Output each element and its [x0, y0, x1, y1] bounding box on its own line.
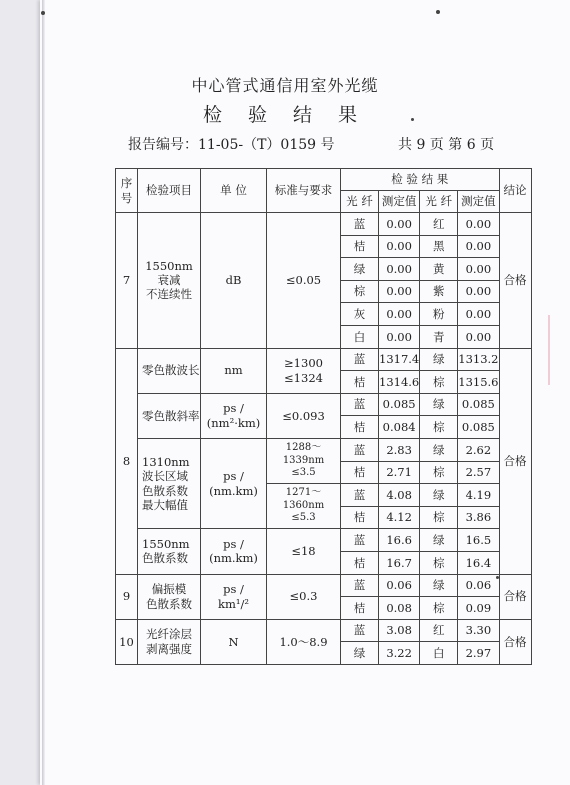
table-row: [116, 438, 532, 461]
measured-value-2: 1315.6: [458, 371, 499, 394]
unit: ps / (nm.km): [201, 438, 267, 528]
measured-value-1: 16.6: [379, 529, 420, 552]
measured-value-1: 0.00: [379, 325, 420, 348]
test-item: 零色散波长: [138, 348, 201, 393]
unit: ps / (nm²·km): [201, 393, 267, 438]
fiber-color-1: 蓝: [341, 484, 379, 507]
header-fiber-2: 光 纤: [420, 191, 458, 213]
standard: ≤0.05: [267, 213, 341, 349]
measured-value-1: 3.08: [379, 619, 420, 642]
unit: nm: [201, 348, 267, 393]
measured-value-1: 0.00: [379, 280, 420, 303]
unit: N: [201, 619, 267, 664]
conclusion: 合格: [499, 213, 531, 349]
fiber-color-2: 棕: [420, 597, 458, 620]
unit: ps / km¹/²: [201, 574, 267, 619]
report-number: 报告编号：11-05-（T）0159 号: [128, 137, 335, 153]
measured-value-2: 4.19: [458, 484, 499, 507]
results-table: [115, 168, 532, 665]
fiber-color-1: 蓝: [341, 438, 379, 461]
standard: 1271～1360nm ≤5.3: [267, 484, 341, 529]
measured-value-1: 1314.6: [379, 371, 420, 394]
fiber-color-2: 棕: [420, 416, 458, 439]
fiber-color-1: 蓝: [341, 213, 379, 236]
fiber-color-2: 紫: [420, 280, 458, 303]
fiber-color-1: 桔: [341, 235, 379, 258]
fiber-color-2: 黑: [420, 235, 458, 258]
fiber-color-2: 绿: [420, 529, 458, 552]
header-no: 序号: [116, 169, 138, 213]
fiber-color-2: 绿: [420, 393, 458, 416]
document-title: 中心管式通信用室外光缆: [191, 76, 379, 95]
measured-value-2: 0.085: [458, 393, 499, 416]
measured-value-1: 2.71: [379, 461, 420, 484]
fiber-color-2: 棕: [420, 461, 458, 484]
header-conclusion: 结论: [499, 169, 531, 213]
header-value-1: 测定值: [379, 191, 420, 213]
test-item: 偏振模 色散系数: [138, 574, 201, 619]
measured-value-2: 0.00: [458, 235, 499, 258]
measured-value-2: 16.5: [458, 529, 499, 552]
page-indicator: 共 9 页 第 6 页: [398, 137, 495, 153]
measured-value-1: 0.06: [379, 574, 420, 597]
measured-value-1: 0.085: [379, 393, 420, 416]
fiber-color-1: 蓝: [341, 574, 379, 597]
header-standard: 标准与要求: [267, 169, 341, 213]
test-item: 光纤涂层 剥离强度: [138, 619, 201, 664]
measured-value-1: 0.00: [379, 213, 420, 236]
measured-value-1: 4.08: [379, 484, 420, 507]
conclusion: 合格: [499, 574, 531, 619]
item-number: 10: [116, 619, 138, 664]
item-number: 7: [116, 213, 138, 349]
measured-value-2: 2.97: [458, 642, 499, 665]
measured-value-2: 3.30: [458, 619, 499, 642]
table-row: [116, 393, 532, 416]
fiber-color-2: 绿: [420, 348, 458, 371]
fiber-color-2: 黄: [420, 258, 458, 281]
measured-value-2: 0.00: [458, 303, 499, 326]
measured-value-1: 1317.4: [379, 348, 420, 371]
fiber-color-1: 白: [341, 325, 379, 348]
table-row: [116, 348, 532, 371]
conclusion: 合格: [499, 348, 531, 574]
table-row: [116, 213, 532, 236]
standard: 1.0～8.9: [267, 619, 341, 664]
fiber-color-2: 棕: [420, 371, 458, 394]
fiber-color-2: 绿: [420, 484, 458, 507]
measured-value-2: 0.085: [458, 416, 499, 439]
test-item: 1310nm 波长区域 色散系数 最大幅值: [138, 438, 201, 528]
fiber-color-1: 棕: [341, 280, 379, 303]
standard: ≤0.3: [267, 574, 341, 619]
document-subtitle: 检 验 结 果: [202, 104, 368, 126]
fiber-color-1: 桔: [341, 551, 379, 574]
measured-value-1: 16.7: [379, 551, 420, 574]
fiber-color-2: 绿: [420, 574, 458, 597]
fiber-color-2: 棕: [420, 551, 458, 574]
fiber-color-1: 蓝: [341, 348, 379, 371]
fiber-color-1: 绿: [341, 642, 379, 665]
measured-value-2: 0.06: [458, 574, 499, 597]
header-unit: 单 位: [201, 169, 267, 213]
fiber-color-2: 绿: [420, 438, 458, 461]
conclusion: 合格: [499, 619, 531, 664]
measured-value-1: 0.00: [379, 235, 420, 258]
fiber-color-1: 灰: [341, 303, 379, 326]
measured-value-1: 0.00: [379, 258, 420, 281]
measured-value-2: 0.00: [458, 213, 499, 236]
measured-value-1: 0.084: [379, 416, 420, 439]
fiber-color-2: 红: [420, 619, 458, 642]
fiber-color-1: 桔: [341, 461, 379, 484]
fiber-color-1: 桔: [341, 416, 379, 439]
fiber-color-1: 蓝: [341, 619, 379, 642]
measured-value-2: 0.00: [458, 325, 499, 348]
unit: ps / (nm.km): [201, 529, 267, 574]
punch-mark: [436, 10, 440, 14]
test-item: 1550nm 衰减 不连续性: [138, 213, 201, 349]
test-item: 1550nm 色散系数: [138, 529, 201, 574]
fiber-color-1: 桔: [341, 371, 379, 394]
fiber-color-2: 青: [420, 325, 458, 348]
standard: ≤18: [267, 529, 341, 574]
measured-value-1: 0.00: [379, 303, 420, 326]
measured-value-2: 0.00: [458, 258, 499, 281]
measured-value-2: 16.4: [458, 551, 499, 574]
table-row: [116, 529, 532, 552]
fiber-color-2: 红: [420, 213, 458, 236]
punch-mark: [41, 11, 45, 15]
measured-value-2: 2.57: [458, 461, 499, 484]
measured-value-1: 3.22: [379, 642, 420, 665]
standard: 1288～1339nm ≤3.5: [267, 438, 341, 483]
fiber-color-2: 粉: [420, 303, 458, 326]
fiber-color-1: 桔: [341, 597, 379, 620]
item-number: 9: [116, 574, 138, 619]
measured-value-1: 2.83: [379, 438, 420, 461]
measured-value-1: 4.12: [379, 506, 420, 529]
fiber-color-1: 绿: [341, 258, 379, 281]
header-item: 检验项目: [138, 169, 201, 213]
measured-value-2: 2.62: [458, 438, 499, 461]
table-row: [116, 574, 532, 597]
measured-value-1: 0.08: [379, 597, 420, 620]
standard: ≤0.093: [267, 393, 341, 438]
fiber-color-2: 棕: [420, 506, 458, 529]
fiber-color-1: 桔: [341, 506, 379, 529]
side-stamp-mark: [548, 315, 560, 385]
fiber-color-2: 白: [420, 642, 458, 665]
measured-value-2: 1313.2: [458, 348, 499, 371]
header-fiber-1: 光 纤: [341, 191, 379, 213]
measured-value-2: 0.09: [458, 597, 499, 620]
fiber-color-1: 蓝: [341, 393, 379, 416]
header-results: 检 验 结 果: [341, 169, 500, 191]
standard: ≥1300 ≤1324: [267, 348, 341, 393]
header-value-2: 测定值: [458, 191, 499, 213]
measured-value-2: 0.00: [458, 280, 499, 303]
table-row: [116, 619, 532, 642]
measured-value-2: 3.86: [458, 506, 499, 529]
fiber-color-1: 蓝: [341, 529, 379, 552]
unit: dB: [201, 213, 267, 349]
test-item: 零色散斜率: [138, 393, 201, 438]
item-number: 8: [116, 348, 138, 574]
